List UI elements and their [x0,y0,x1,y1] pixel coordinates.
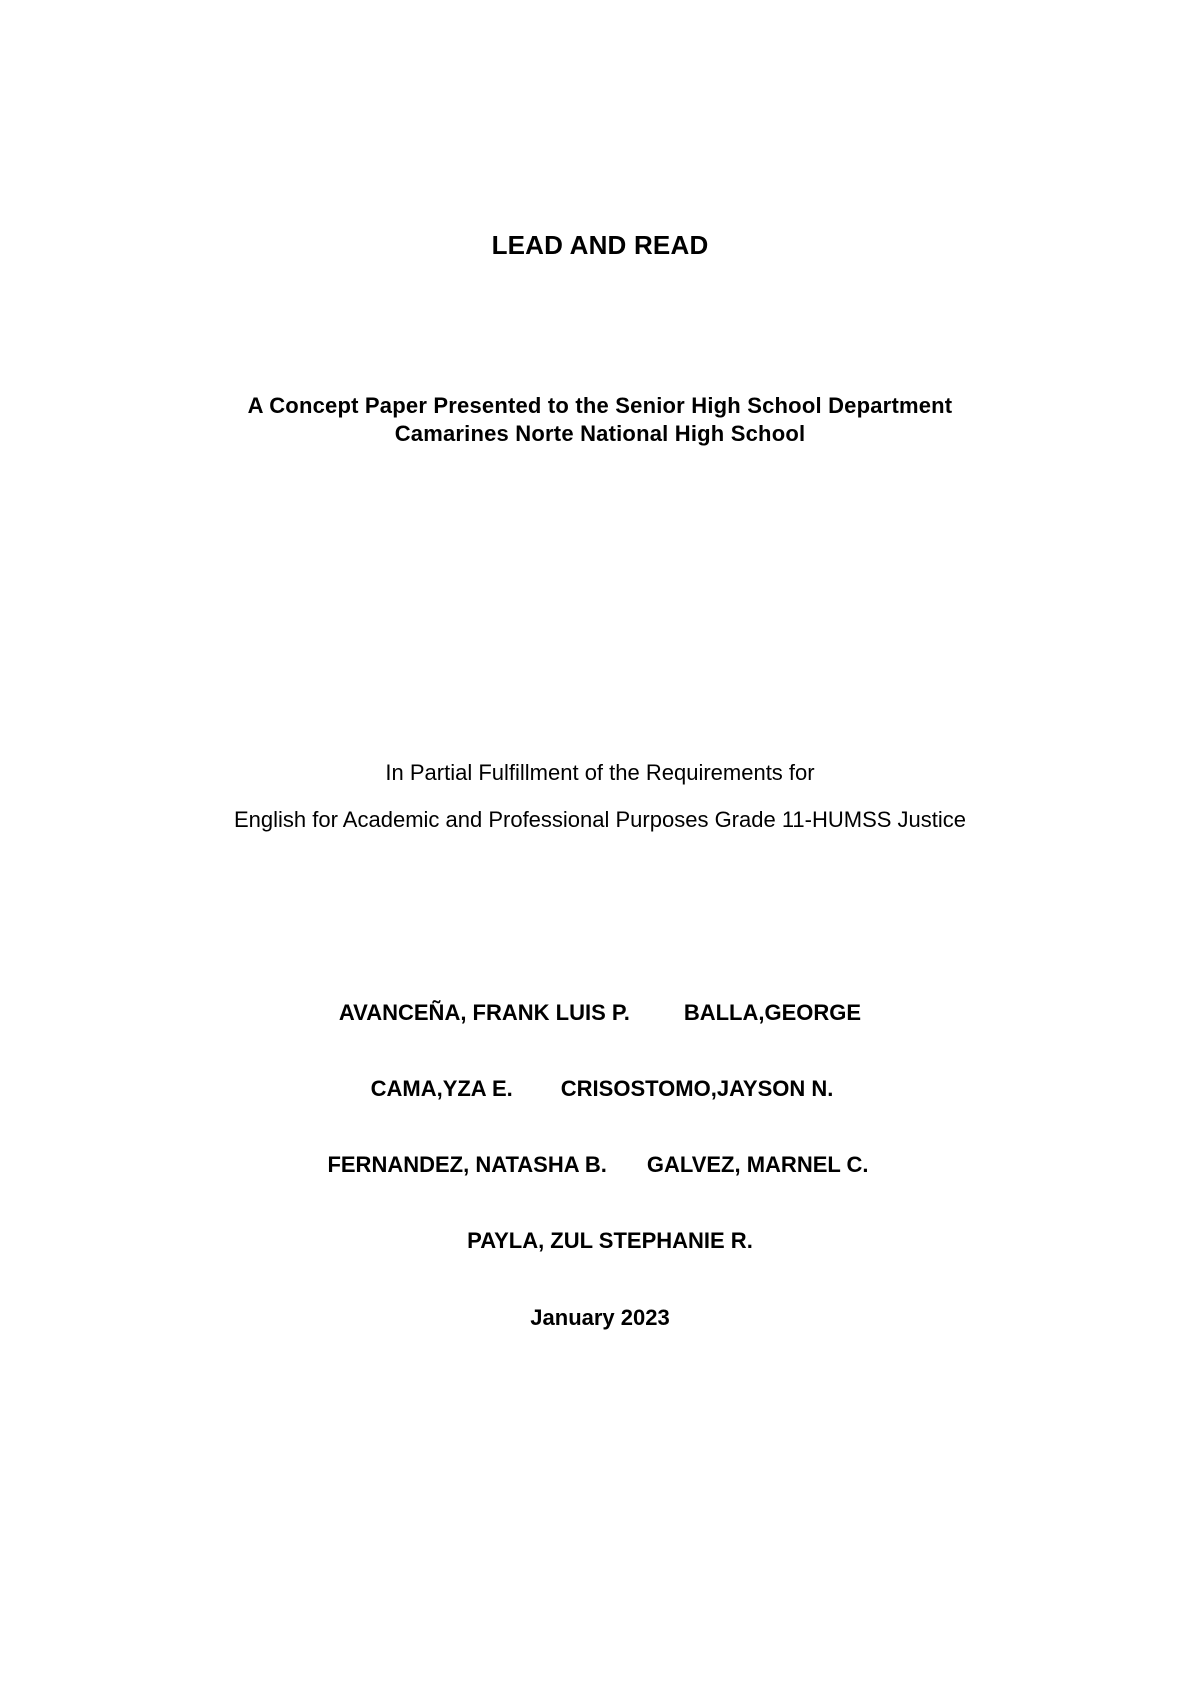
author-name: PAYLA, ZUL STEPHANIE R. [467,1228,753,1253]
author-name: FERNANDEZ, NATASHA B. [327,1152,607,1177]
author-row [0,1000,1200,1026]
requirement-statement: In Partial Fulfillment of the Requirements for [385,760,815,785]
submission-date: January 2023 [530,1305,670,1330]
author-name: CAMA,YZA E. [370,1076,513,1101]
author-name: GALVEZ, MARNEL C. [646,1152,869,1177]
author-name: AVANCEÑA, FRANK LUIS P. [338,1000,630,1025]
presentation-statement: A Concept Paper Presented to the Senior High School Department [247,393,953,418]
author-row [0,1152,1198,1178]
school-name: Camarines Norte National High School [394,421,806,446]
paper-title: LEAD AND READ [491,230,709,260]
author-name: CRISOSTOMO,JAYSON N. [560,1076,834,1101]
author-row [10,1228,1200,1254]
course-name: English for Academic and Professional Purposes Grade 11-HUMSS Justice [233,807,967,832]
author-row [2,1076,1200,1102]
author-name: BALLA,GEORGE [683,1000,862,1025]
